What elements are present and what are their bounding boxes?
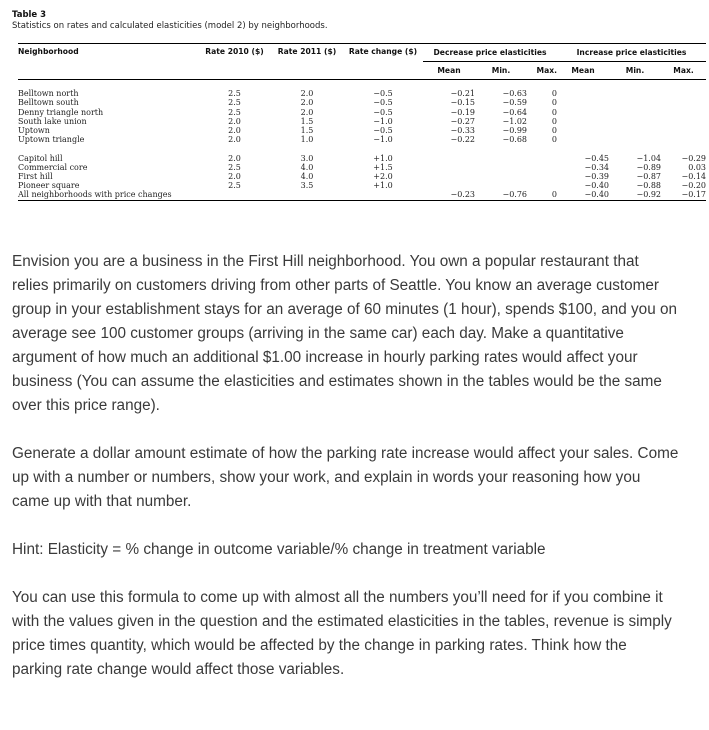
- cell-inc-min: [609, 126, 661, 135]
- cell-dec-mean: [423, 154, 475, 163]
- cell-inc-max: 0.03: [688, 162, 707, 172]
- cell-neighborhood: Belltown south: [18, 98, 79, 108]
- cell-dec-mean: −0.27: [450, 116, 475, 126]
- scenario-paragraph: [12, 250, 709, 418]
- cell-rate-change: −1.0: [373, 135, 393, 145]
- table-row: [18, 135, 706, 144]
- cell-neighborhood: Uptown triangle: [18, 135, 85, 145]
- header-rate-2010: Rate 2010 ($): [198, 44, 271, 80]
- table-row-total: [18, 190, 706, 200]
- text-line: business (You can assume the elasticities and estimates shown in the tables would be the same: [12, 373, 662, 390]
- cell-rate-2010: 2.5: [228, 107, 241, 117]
- cell-rate-2011: 4.0: [300, 162, 314, 172]
- cell-dec-max: [527, 181, 557, 190]
- cell-dec-min: −0.68: [502, 135, 527, 145]
- cell-inc-max: −0.20: [681, 181, 707, 191]
- text-line: parking rate change would affect those variables.: [12, 661, 345, 678]
- cell-rate-change: +1.0: [373, 153, 393, 163]
- cell-rate-change: −0.5: [373, 107, 393, 117]
- cell-dec-min: [475, 163, 527, 172]
- cell-rate-2011: 1.5: [300, 126, 314, 135]
- header-neighborhood: Neighborhood: [18, 44, 198, 80]
- cell-inc-min: −0.87: [636, 172, 661, 181]
- cell-dec-min: −0.99: [502, 126, 527, 135]
- cell-dec-mean: [423, 172, 475, 181]
- cell-rate-2011: 3.0: [300, 153, 314, 163]
- cell-rate-2010: 2.5: [228, 89, 241, 99]
- cell-inc-min: −0.88: [636, 181, 661, 191]
- text-line: Hint: Elasticity = % change in outcome variable/% change in treatment variable: [12, 541, 546, 558]
- cell-dec-mean: −0.33: [450, 126, 475, 135]
- cell-inc-min: [609, 89, 661, 98]
- cell-dec-mean: −0.21: [450, 89, 475, 99]
- text-line: came up with that number.: [12, 493, 192, 510]
- text-line: up with a number or numbers, show your work, and explain in words your reasoning how you: [12, 469, 641, 486]
- cell-inc-min: [609, 135, 661, 144]
- header-decrease-max: Max.: [527, 62, 557, 80]
- text-line: You can use this formula to come up with almost all the numbers you’ll need for if you combine it: [12, 589, 663, 606]
- cell-inc-min: [609, 108, 661, 117]
- cell-rate-2011: 4.0: [300, 172, 314, 181]
- header-decrease-min: Min.: [475, 62, 527, 80]
- cell-inc-min: [609, 98, 661, 107]
- cell-dec-min: −0.59: [502, 98, 527, 108]
- cell-dec-max: 0: [551, 126, 557, 135]
- table-body: [18, 80, 706, 201]
- table-row: [18, 98, 706, 107]
- cell-inc-max: −0.29: [681, 153, 707, 163]
- cell-inc-mean: −0.34: [584, 162, 609, 172]
- question-text: [12, 250, 709, 706]
- table-row: [18, 172, 706, 181]
- text-line: with the values given in the question and the estimated elasticities in the tables, revenue is simply: [12, 613, 672, 630]
- cell-rate-2010: 2.5: [228, 181, 241, 191]
- table-row: [18, 126, 706, 135]
- table-row: [18, 117, 706, 126]
- cell-neighborhood: Capitol hill: [18, 153, 63, 163]
- cell-dec-max: 0: [551, 135, 557, 145]
- header-increase-max: Max.: [661, 62, 706, 80]
- cell-inc-mean: [557, 108, 609, 117]
- cell-rate-change: +1.5: [373, 162, 393, 172]
- cell-inc-min: [609, 117, 661, 126]
- cell-rate-2010: [198, 190, 271, 200]
- table-caption: Statistics on rates and calculated elasticities (model 2) by neighborhoods.: [12, 21, 328, 31]
- cell-rate-2010: 2.5: [228, 162, 241, 172]
- cell-rate-2011: 2.0: [300, 107, 314, 117]
- guidance-paragraph: [12, 586, 709, 682]
- cell-rate-2011: 2.0: [300, 98, 314, 108]
- cell-dec-min: [475, 172, 527, 181]
- cell-inc-max: −0.14: [681, 172, 707, 181]
- cell-dec-min: −0.63: [502, 89, 527, 99]
- header-increase-elasticities: Increase price elasticities: [557, 44, 706, 62]
- table-row: [18, 163, 706, 172]
- statistics-table-figure: [12, 10, 707, 200]
- cell-dec-mean: −0.19: [450, 107, 475, 117]
- cell-rate-change: +1.0: [373, 181, 393, 191]
- text-line: relies primarily on customers driving from other parts of Seattle. You know an average customer: [12, 277, 660, 294]
- table-title: Table 3: [12, 10, 47, 20]
- cell-dec-min: −1.02: [502, 116, 527, 126]
- cell-rate-change: [343, 190, 423, 200]
- cell-dec-mean: [423, 163, 475, 172]
- table-row: [18, 154, 706, 163]
- cell-rate-2011: 2.0: [300, 89, 314, 99]
- table-row: [18, 108, 706, 117]
- cell-rate-2011: [271, 190, 343, 200]
- cell-inc-mean: −0.40: [557, 190, 609, 200]
- cell-rate-change: −0.5: [373, 126, 393, 135]
- cell-rate-change: −0.5: [373, 98, 393, 108]
- cell-inc-mean: −0.45: [584, 153, 609, 163]
- cell-dec-min: [475, 154, 527, 163]
- cell-neighborhood: South lake union: [18, 116, 87, 126]
- cell-rate-change: −1.0: [373, 116, 393, 126]
- cell-rate-change: −0.5: [373, 89, 393, 99]
- text-line: Envision you are a business in the First Hill neighborhood. You own a popular restaurant that: [12, 253, 639, 270]
- text-line: argument of how much an additional $1.00 increase in hourly parking rates would affect your: [12, 349, 638, 366]
- cell-dec-max: [527, 163, 557, 172]
- cell-dec-mean: −0.22: [450, 135, 475, 145]
- cell-neighborhood: First hill: [18, 172, 53, 181]
- cell-inc-min: −1.04: [636, 153, 661, 163]
- cell-inc-max: [661, 135, 706, 144]
- header-rate-2011: Rate 2011 ($): [271, 44, 343, 80]
- header-rate-change: Rate change ($): [343, 44, 423, 80]
- elasticities-table: [18, 43, 706, 201]
- text-line: price times quantity, which would be affected by the change in parking rates. Think how the: [12, 637, 627, 654]
- cell-neighborhood: All neighborhoods with price changes: [18, 190, 198, 200]
- header-increase-min: Min.: [609, 62, 661, 80]
- cell-dec-min: −0.76: [475, 190, 527, 200]
- cell-inc-mean: −0.40: [584, 181, 609, 191]
- cell-neighborhood: Commercial core: [18, 162, 88, 172]
- table-row: [18, 89, 706, 98]
- cell-rate-change: +2.0: [373, 172, 393, 181]
- cell-dec-max: 0: [551, 116, 557, 126]
- cell-inc-max: [661, 126, 706, 135]
- cell-dec-max: [527, 172, 557, 181]
- cell-inc-mean: −0.39: [584, 172, 609, 181]
- cell-inc-max: [661, 117, 706, 126]
- cell-inc-min: −0.89: [636, 162, 661, 172]
- cell-rate-2010: 2.0: [228, 172, 241, 181]
- cell-dec-min: −0.64: [502, 107, 527, 117]
- text-line: Generate a dollar amount estimate of how the parking rate increase would affect your sales. Come: [12, 445, 679, 462]
- cell-inc-max: [661, 98, 706, 107]
- task-paragraph: [12, 442, 709, 514]
- cell-dec-max: 0: [551, 98, 557, 108]
- cell-neighborhood: Denny triangle north: [18, 107, 104, 117]
- cell-inc-min: −0.92: [609, 190, 661, 200]
- cell-inc-max: −0.17: [661, 190, 706, 200]
- cell-dec-max: [527, 154, 557, 163]
- cell-dec-max: 0: [551, 107, 557, 117]
- cell-neighborhood: Pioneer square: [18, 181, 80, 191]
- cell-dec-max: 0: [551, 89, 557, 99]
- cell-rate-2011: 1.5: [300, 116, 314, 126]
- header-increase-mean: Mean: [557, 62, 609, 80]
- header-decrease-mean: Mean: [423, 62, 475, 80]
- cell-rate-2010: 2.0: [228, 135, 241, 145]
- cell-inc-mean: [557, 98, 609, 107]
- cell-rate-2010: 2.0: [228, 116, 241, 126]
- cell-inc-mean: [557, 117, 609, 126]
- cell-rate-2010: 2.0: [228, 153, 241, 163]
- cell-rate-2011: 1.0: [300, 135, 314, 145]
- text-line: over this price range).: [12, 397, 160, 414]
- cell-rate-2010: 2.0: [228, 126, 241, 135]
- cell-rate-2010: 2.5: [228, 98, 241, 108]
- cell-neighborhood: Uptown: [18, 126, 50, 135]
- cell-neighborhood: Belltown north: [18, 89, 79, 99]
- text-line: average see 100 customer groups (arriving in the same car) each day. Make a quantitative: [12, 325, 624, 342]
- cell-inc-mean: [557, 126, 609, 135]
- cell-inc-max: [661, 108, 706, 117]
- text-line: group in your establishment stays for an average of 60 minutes (1 hour), spends $100, and you on: [12, 301, 677, 318]
- cell-dec-min: [475, 181, 527, 190]
- cell-dec-mean: −0.23: [423, 190, 475, 200]
- cell-inc-mean: [557, 135, 609, 144]
- table-row: [18, 181, 706, 190]
- header-decrease-elasticities: Decrease price elasticities: [423, 44, 557, 62]
- cell-rate-2011: 3.5: [300, 181, 314, 191]
- cell-dec-max: 0: [527, 190, 557, 200]
- cell-dec-mean: [423, 181, 475, 190]
- hint-paragraph: [12, 538, 709, 562]
- cell-inc-mean: [557, 89, 609, 98]
- cell-dec-mean: −0.15: [450, 98, 475, 108]
- cell-inc-max: [661, 89, 706, 98]
